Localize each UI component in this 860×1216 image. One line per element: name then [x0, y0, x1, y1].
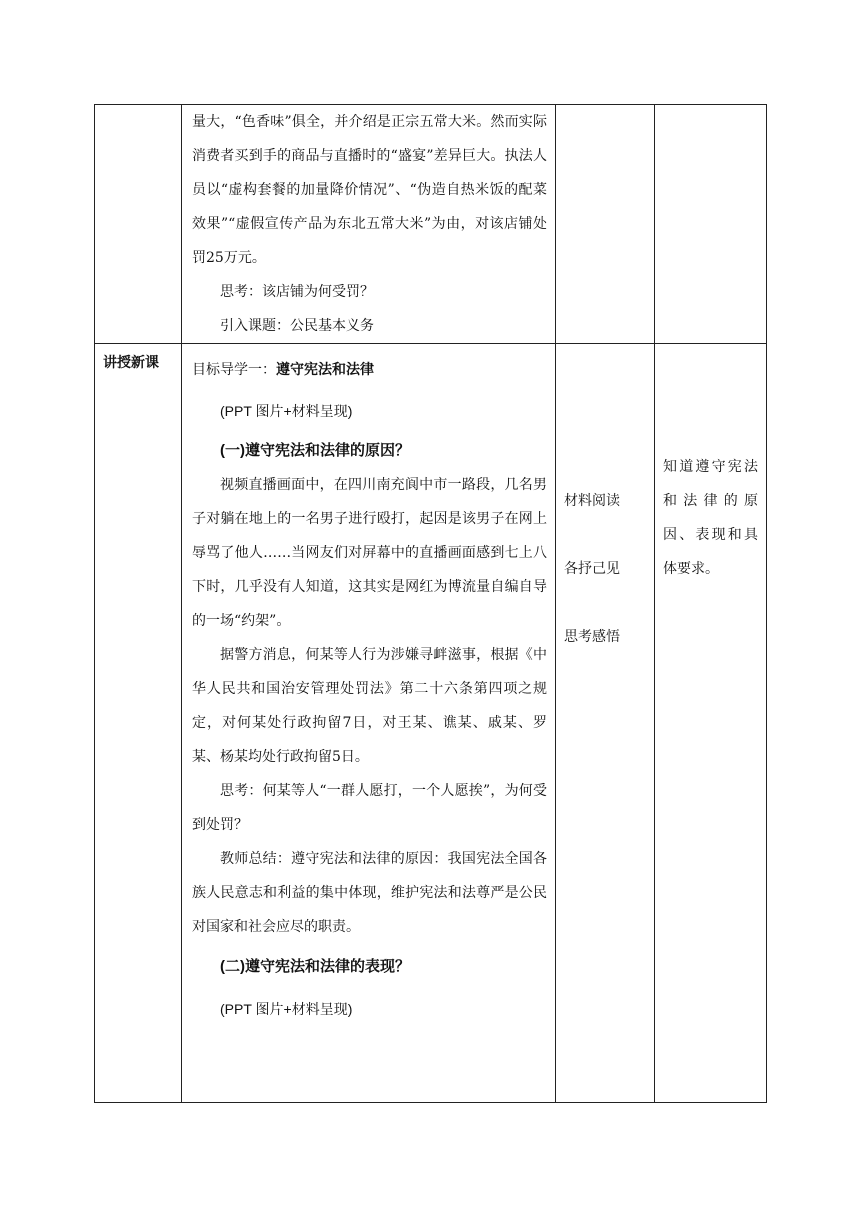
ppt-note: (PPT 图片+材料呈现) [220, 1001, 353, 1017]
teacher-summary: 教师总结：遵守宪法和法律的原因：我国宪法全国各族人民意志和利益的集中体现，维护宪法和法尊严是公民对国家和社会应尽的职责。 [192, 851, 547, 935]
goal-prefix: 目标导学一： [192, 361, 276, 377]
subheading-reasons: (一)遵守宪法和法律的原因？ [220, 442, 410, 459]
table-row [95, 344, 767, 1103]
activity-cell [556, 105, 655, 344]
stage-cell [95, 105, 182, 344]
content-cell [182, 105, 556, 344]
table-row [95, 105, 767, 344]
goal-heading [192, 352, 547, 386]
goal-title: 遵守宪法和法律 [276, 361, 374, 377]
content-cell [182, 344, 556, 1103]
activity-discussion: 各抒己见 [564, 561, 620, 577]
lesson-plan-table [94, 104, 767, 1103]
stage-label: 讲授新课 [103, 354, 159, 370]
aim-cell [655, 105, 767, 344]
question-text: 思考：该店铺为何受罚？ [220, 284, 374, 300]
aim-cell [655, 344, 767, 1103]
question-text: 思考：何某等人“一群人愿打，一个人愿挨”，为何受到处罚？ [192, 783, 547, 833]
stage-cell [95, 344, 182, 1103]
ppt-note: (PPT 图片+材料呈现) [220, 403, 353, 419]
activity-cell [556, 344, 655, 1103]
activity-reading: 材料阅读 [564, 493, 620, 509]
activity-reflection: 思考感悟 [564, 629, 620, 645]
topic-intro-text: 引入课题：公民基本义务 [220, 318, 374, 334]
learning-aim: 知道遵守宪法和法律的原因、表现和具体要求。 [663, 459, 758, 577]
police-paragraph: 据警方消息，何某等人行为涉嫌寻衅滋事，根据《中华人民共和国治安管理处罚法》第二十六条第四项之规定，对何某处行政拘留7日，对王某、谯某、戚某、罗某、杨某均处行政拘留5日。 [192, 647, 547, 765]
case-paragraph: 量大，“色香味”俱全，并介绍是正宗五常大米。然而实际消费者买到手的商品与直播时的“盛宴”差异巨大。执法人员以“虚构套餐的加量降价情况”、“伪造自热米饭的配菜效果”“虚假宣传产品为东北五常大米”为由，对该店铺处罚25万元。 [192, 114, 547, 266]
case-paragraph: 视频直播画面中，在四川南充阆中市一路段，几名男子对躺在地上的一名男子进行殴打，起因是该男子在网上辱骂了他人……当网友们对屏幕中的直播画面感到七上八下时，几乎没有人知道，这其实是网红为博流量自编自导的一场“约架”。 [192, 477, 547, 629]
subheading-manifestations: (二)遵守宪法和法律的表现？ [220, 958, 410, 975]
